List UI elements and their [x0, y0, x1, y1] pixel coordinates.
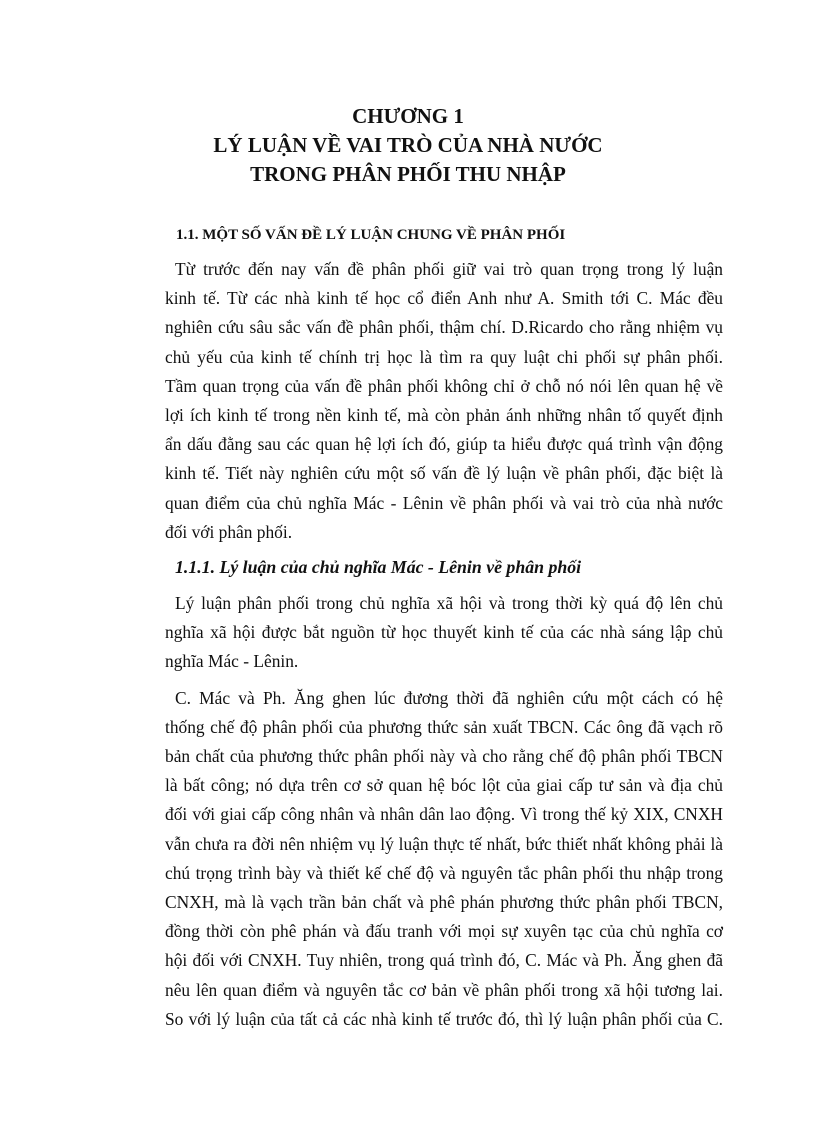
paragraph-line: vẫn chưa ra đời nên nhiệm vụ lý luận thực tế nhất, bức thiết nhất không phải là	[165, 833, 723, 854]
chapter-number: CHƯƠNG 1	[352, 104, 464, 128]
paragraph-line: đồng thời còn phê phán và đấu tranh với mọi sự xuyên tạc của chủ nghĩa cơ	[165, 921, 723, 942]
paragraph-1	[165, 255, 723, 547]
paragraph-line: ẩn dấu đằng sau các quan hệ lợi ích đó, giúp ta hiểu được quá trình vận động	[165, 434, 723, 455]
paragraph-line: đối với giai cấp công nhân và nhân dân lao động. Vì trong thế kỷ XIX, CNXH	[165, 804, 723, 825]
paragraph-spacer	[165, 677, 723, 684]
paragraph-line: C. Mác và Ph. Ăng ghen lúc đương thời đã nghiên cứu một cách có hệ	[175, 687, 723, 708]
paragraph-line: nêu lên quan điểm và nguyên tắc cơ bản về phân phối trong xã hội tương lai.	[165, 979, 723, 1000]
paragraph-line: nghiên cứu sâu sắc vấn đề phân phối, thậm chí. D.Ricardo cho rằng nhiệm vụ	[165, 317, 723, 338]
paragraph-line: đối với phân phối.	[165, 521, 293, 542]
chapter-title-line-1: LÝ LUẬN VỀ VAI TRÒ CỦA NHÀ NƯỚC	[213, 133, 603, 157]
paragraph-line: kinh tế. Tiết này nghiên cứu một số vấn đề lý luận về phân phối, đặc biệt là	[165, 463, 723, 484]
paragraph-line: bản chất của phương thức phân phối này và cho rằng chế độ phân phối TBCN	[165, 746, 723, 767]
chapter-title-line-2: TRONG PHÂN PHỐI THU NHẬP	[250, 162, 566, 186]
paragraph-line: nghĩa xã hội được bắt nguồn từ học thuyết kinh tế của các nhà sáng lập chủ	[165, 622, 723, 643]
chapter-heading	[0, 102, 816, 189]
paragraph-line: nghĩa Mác - Lênin.	[165, 651, 299, 672]
paragraph-line: thống chế độ phân phối của phương thức sản xuất TBCN. Các ông đã vạch rõ	[165, 716, 723, 737]
subsection-title: 1.1.1. Lý luận của chủ nghĩa Mác - Lênin về phân phối	[175, 557, 582, 578]
paragraph-line: Lý luận phân phối trong chủ nghĩa xã hội và trong thời kỳ quá độ lên chủ	[175, 593, 723, 614]
paragraph-line: Từ trước đến nay vấn đề phân phối giữ vai trò quan trọng trong lý luận	[175, 259, 723, 279]
paragraph-line: là bất công; nó dựa trên cơ sở quan hệ bóc lột của giai cấp tư sản và địa chủ	[165, 775, 723, 796]
section-title: 1.1. MỘT SỐ VẤN ĐỀ LÝ LUẬN CHUNG VỀ PHÂN PHỐI	[176, 227, 566, 243]
paragraph-line: lợi ích kinh tế trong nền kinh tế, mà còn phản ánh những nhân tố quyết định	[165, 405, 723, 426]
paragraph-line: So với lý luận của tất cả các nhà kinh tế trước đó, thì lý luận phân phối của C.	[165, 1008, 723, 1029]
paragraph-line: kinh tế. Từ các nhà kinh tế học cổ điển Anh như A. Smith tới C. Mác đều	[165, 288, 723, 309]
paragraph-line: chủ yếu của kinh tế chính trị học là tìm ra quy luật chi phối sự phân phối.	[165, 346, 723, 367]
paragraph-line: hội đối với CNXH. Tuy nhiên, trong quá trình đó, C. Mác và Ph. Ăng ghen đã	[165, 950, 723, 971]
paragraph-line: quan điểm của chủ nghĩa Mác - Lênin về phân phối và vai trò của nhà nước	[165, 492, 723, 513]
paragraph-3	[165, 684, 723, 1034]
paragraph-2	[165, 589, 723, 677]
paragraph-line: CNXH, mà là vạch trần bản chất và phê phán phương thức phân phối TBCN,	[165, 892, 723, 913]
document-body	[165, 224, 723, 1034]
paragraph-line: chú trọng trình bày và thiết kế chế độ và nguyên tắc phân phối thu nhập trong	[165, 862, 723, 883]
paragraph-line: Tầm quan trọng của vấn đề phân phối không chỉ ở chỗ nó nói lên quan hệ về	[165, 375, 723, 396]
